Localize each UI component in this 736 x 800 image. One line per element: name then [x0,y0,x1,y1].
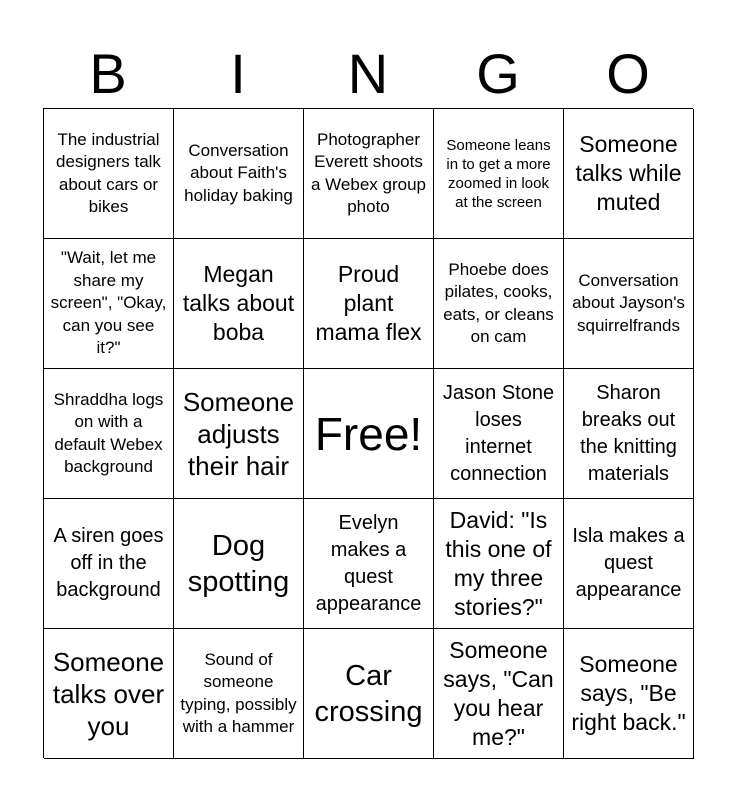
bingo-cell[interactable]: "Wait, let me share my screen", "Okay, can you see it?" [44,239,174,369]
bingo-cell[interactable]: Someone adjusts their hair [174,369,304,499]
header-letter-o: O [606,42,650,105]
bingo-cell[interactable]: Sound of someone typing, possibly with a hammer [174,629,304,759]
bingo-cell[interactable]: Sharon breaks out the knitting materials [564,369,694,499]
bingo-cell[interactable]: Someone talks while muted [564,109,694,239]
header-letter-b: B [89,42,127,105]
bingo-cell[interactable]: Conversation about Faith's holiday baking [174,109,304,239]
header-letter-n: N [347,42,389,105]
bingo-cell[interactable]: Someone says, "Can you hear me?" [434,629,564,759]
bingo-cell[interactable]: Photographer Everett shoots a Webex group photo [304,109,434,239]
bingo-cell[interactable]: Isla makes a quest appearance [564,499,694,629]
bingo-cell[interactable]: Car crossing [304,629,434,759]
bingo-cell[interactable]: Someone talks over you [44,629,174,759]
bingo-board [43,108,693,758]
bingo-cell[interactable]: Someone leans in to get a more zoomed in look at the screen [434,109,564,239]
bingo-header [43,40,693,108]
bingo-cell[interactable]: Jason Stone loses internet connection [434,369,564,499]
bingo-cell[interactable]: Megan talks about boba [174,239,304,369]
free-space-cell[interactable]: Free! [304,369,434,499]
header-letter-i: I [230,42,246,105]
bingo-cell[interactable]: Someone says, "Be right back." [564,629,694,759]
header-letter-g: G [476,42,520,105]
bingo-cell[interactable]: Conversation about Jayson's squirrelfrands [564,239,694,369]
bingo-cell[interactable]: David: "Is this one of my three stories?" [434,499,564,629]
bingo-cell[interactable]: A siren goes off in the background [44,499,174,629]
bingo-cell[interactable]: Dog spotting [174,499,304,629]
bingo-cell[interactable]: The industrial designers talk about cars or bikes [44,109,174,239]
bingo-cell[interactable]: Proud plant mama flex [304,239,434,369]
bingo-cell[interactable]: Evelyn makes a quest appearance [304,499,434,629]
bingo-cell[interactable]: Shraddha logs on with a default Webex background [44,369,174,499]
bingo-cell[interactable]: Phoebe does pilates, cooks, eats, or cleans on cam [434,239,564,369]
